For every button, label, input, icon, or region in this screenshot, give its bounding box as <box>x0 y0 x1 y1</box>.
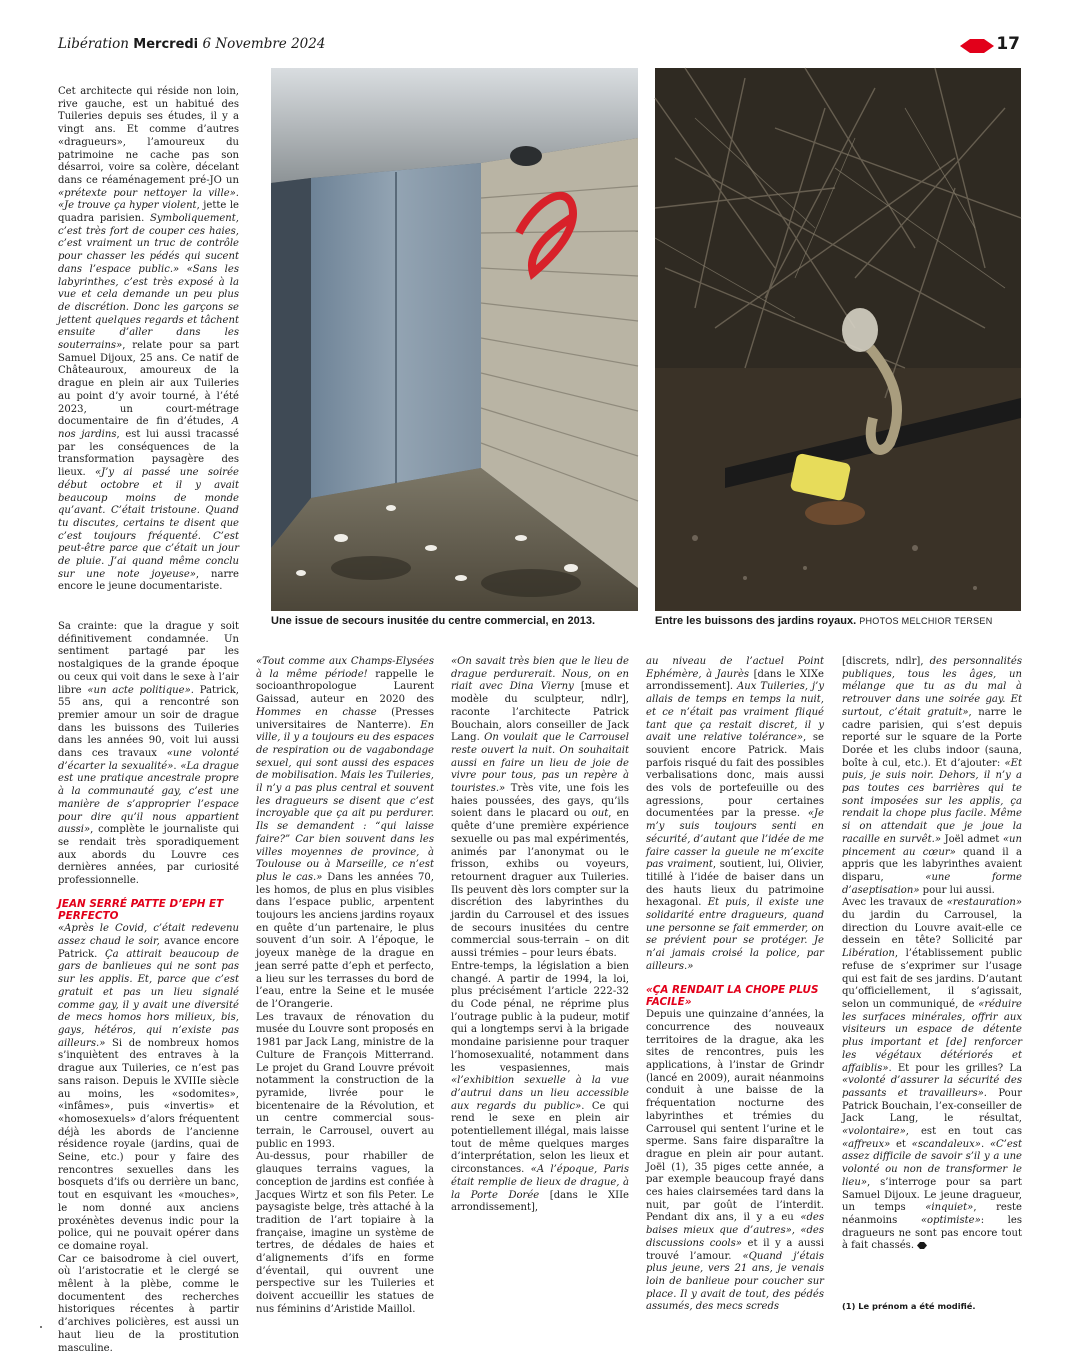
paragraph: Cet architecte qui réside non loin, rive gauche, est un habitué des Tuileries depuis ses études, il y a vingt ans. Et comme d’autres «dragueurs», l’amoureux du patrimoine ne cache pas son désarroi, voire sa colère, décelant dans ce réaménagement pré-JO un «prétexte pour nettoyer la ville». «Je trouve ça hyper violent, jette le quadra parisien. Symboliquement, c’est très fort de couper ces haies, c’est vraiment un truc de contrôle pour chasser les pédés qui sucent dans l’espace public.» «Sans les labyrinthes, c’est très exposé à la vue et cela demande un peu plus de discrétion. Donc les garçons se jettent quelques regards et tâchent ensuite d’aller dans les souterrains», relate pour sa part Samuel Dijoux, 25 ans. Ce natif de Châteauroux, amoureux de la drague en plein air aux Tuileries au point d’y avoir tourné, à l’été 2023, un court-métrage documentaire de fin d’études, A nos jardins, est lui aussi tracassé par les conséquences de la transformation paysagère des lieux. «J’y ai passé une soirée début octobre et il y avait beaucoup moins de monde qu’avant. C’était tristoune. Quand tu discutes, certains te disent que c’est toujours fréquenté. C’est peut-être parce que c’était un jour de pluie. J’ai quand même conclu sur une note joyeuse», narre encore le jeune documentariste. <box>58 86 239 593</box>
paragraph: Sa crainte: que la drague y soit définitivement condamnée. Un sentiment partagé par les nostalgiques de la grande époque ou ceux qui voit dans le sexe à l’air libre «un acte politique». Patrick, 55 ans, qui a rencontré son premier amour un soir de drague dans les buissons des Tuileries dans les années 90, voit lui aussi dans ces travaux «une volonté d’écarter la sexualité». «La drague est une pratique ancestrale propre à la communauté gay, c’est une manière de s’approprier l’espace pour dire qu’il nous appartient aussi», complète le journaliste qui se rendait très sporadiquement aux abords du Louvre ces dernières années, par curiosité professionnelle. <box>58 621 239 887</box>
photo-emergency-exit <box>271 68 638 611</box>
subhead-1: JEAN SERRÉ PATTE D’EPH ET PERFECTO <box>58 897 224 923</box>
photo-caption-text: Entre les buissons des jardins royaux. <box>655 615 857 627</box>
paragraph: Les travaux de rénovation du musée du Louvre sont proposés en 1981 par Jack Lang, ministre de la Culture de François Mitterrand. Le projet du Grand Louvre prévoit notamment la construction de la pyramide, livrée pour le bicentenaire de la Révolution, et un centre commercial sous-terrain, le Carrousel, ouvert au public en 1993. <box>256 1011 434 1150</box>
paragraph: au niveau de l’actuel Point Ephémère, à Jaurès [dans le XIXe arrondissement]. Aux Tuileries, j’y allais de temps en temps la nuit, et ce n’était pas vraiment fliqué tant que ça restait discret, il y avait une relative tolérance», se souvient encore Patrick. Mais parfois risqué du fait des possibles verbalisations donc, mais aussi des vols de portefeuille ou des agressions, pour certaines documentées par la presse. «Je m’y suis toujours senti en sécurité, d’autant que l’idée de me faire casser la gueule ne m’excite pas vraiment, soutient, lui, Olivier, titillé à l’idée de baiser dans un des hauts lieux du patrimoine hexagonal. Et puis, il existe une solidarité entre dragueurs, quand une personne se fait emmerder, on se prévient pour se protéger. Je n’ai jamais croisé la police, par ailleurs.» <box>646 656 824 972</box>
paragraph: Car ce baisodrome à ciel ouvert, où l’aristocratie et le clergé se mêlent à la plèbe, comme le documentent des recherches historiques récentes à partir d’archives policières, est aussi un haut lieu de la prostitution masculine. <box>58 1253 239 1354</box>
article-column-1-top <box>58 86 239 616</box>
photo-caption-left: Une issue de secours inusitée du centre commercial, en 2013. <box>271 615 596 627</box>
article-column-1-bottom <box>58 621 239 1354</box>
publication-date: 6 Novembre 2024 <box>202 36 326 52</box>
photo-caption-right <box>655 614 993 628</box>
publication-day: Mercredi <box>133 37 199 52</box>
paragraph: Avec les travaux de «restauration» du jardin du Carrousel, la direction du Louvre avait-elle ce dessein en tête? Sollicité par Libération, l’établissement public refuse de s’exprimer sur l’usage qui est fait de ses jardins. D’autant qu’officiellement, il s’agissait, selon un communiqué, de «réduire les surfaces minérales, offrir aux visiteurs un espace de détente plus important et [de] renforcer les végétaux détériorés et affaiblis». Et pour les grilles? La «volonté d’assurer la sécurité des passants et travailleurs». Pour Patrick Bouchain, l’ex-conseiller de Jack Lang, le résultat, «volontaire», est en tout cas «affreux» et «scandaleux». «C’est assez difficile de savoir s’il y a une volonté ou non de transformer le lieu», s’interroge pour sa part Samuel Dijoux. Le jeune dragueur, un temps «inquiet», reste néanmoins «optimiste»: les dragueurs ne sont pas encore tout à fait chassés. <box>842 897 1022 1252</box>
paragraph: Entre-temps, la législation a bien changé. A partir de 1994, la loi, plus précisément l’article 222-32 du Code pénal, ne réprime plus l’outrage public à la pudeur, motif qui a longtemps servi à la brigade mondaine parisienne pour traquer l’homosexualité, notamment dans les vespasiennes, mais «l’exhibition sexuelle à la vue d’autrui dans un lieu accessible aux regards du public». Ce qui rend le sexe en plein air potentiellement illégal, mais laisse tout de même quelques marges d’interprétation, selon les lieux et circonstances. «A l’époque, Paris était remplie de lieux de drague, à la Porte Dorée [dans le XIIe arrondissement], <box>451 960 630 1214</box>
publication-name: Libération <box>58 36 129 52</box>
page-header <box>58 34 1020 58</box>
paragraph: Depuis une quinzaine d’années, la concurrence des nouveaux territoires de la drague, aka les sites de rencontres, puis les applications, à l’instar de Grindr (lancé en 2009), aurait néanmoins conduit à une baisse de la fréquentation nocturne des labyrinthes et trémies du Carrousel qui sentent l’urine et le sperme. Sans faire disparaître la drague en plein air pour autant. Joël (1), 35 piges cette année, a par exemple beaucoup frayé dans ces haies clairsemées tard dans la nuit, par goût de l’interdit. Pendant dix ans, il y a eu «des baises mieux que d’autres», «des discussions cools» et il y a aussi trouvé l’amour. «Quand j’étais plus jeune, vers 21 ans, je venais loin de banlieue pour coucher sur place. Il y avait de tout, des pédés assumés, des mecs screds <box>646 1009 824 1313</box>
article-column-5 <box>842 656 1022 1286</box>
paragraph: «Après le Covid, c’était redevenu assez chaud le soir, avance encore Patrick. Ça attirait beaucoup de gars de banlieues qui ne sont pas sur les applis. Et, parce que c’est gratuit et pas un lieu signalé comme gay, il y avait une diversité de mecs homos hors milieux, bis, gays, hétéros, qui n’existe pas ailleurs.» Si de nombreux homos s’inquiètent des entraves à la drague aux Tuileries, ce n’est pas sans raison. Depuis le XVIIIe siècle au moins, les «sodomites», «infâmes», puis «invertis» et «homosexuels» d’alors fréquentent déjà les abords de l’ancienne résidence royale (jardins, quai de Seine, etc.) pour y faire des rencontres sexuelles dans les bosquets d’ifs ou derrière un banc, tout en esquivant les «mouches», le nom donné aux anciens proxénètes devenus indic pour la police, qui ne pouvait opérer dans ce domaine royal. <box>58 923 239 1252</box>
publication-line <box>58 36 325 52</box>
photo-bushes <box>655 68 1021 611</box>
footnote: (1) Le prénom a été modifié. <box>842 1301 976 1311</box>
end-of-article-icon <box>917 1242 927 1249</box>
page-number: 17 <box>996 34 1020 54</box>
article-column-4 <box>646 656 824 1313</box>
paragraph: «Tout comme aux Champs-Elysées à la même période! rappelle le socioanthropologue Laurent Gaissad, auteur en 2020 des Hommes en chasse (Presses universitaires de Nanterre). En ville, il y a toujours eu des espaces de respiration ou de vagabondage sexuel, qui sont aussi des espaces de mobilisation. Mais les Tuileries, il n’y a pas plus central et souvent les dragueurs se disent que c’est incroyable que ça ait pu perdurer. Ils se demandent : “qui laisse faire?” Car bien souvent dans les villes moyennes de province, à Toulouse ou à Marseille, ce n’est plus le cas.» Dans les années 70, les homos, de plus en plus visibles dans l’espace public, arpentent toujours les anciens jardins royaux en quête d’un partenaire, le plus souvent d’un soir. A l’époque, le joyeux manège de la drague en jean serré patte d’eph et perfecto, a lieu sur les terrasses du bord de l’eau, entre la Seine et le musée de l’Orangerie. <box>256 656 435 1010</box>
subhead-2: «ÇA RENDAIT LA CHOPE PLUS FACILE» <box>646 983 819 1008</box>
article-column-2 <box>256 656 434 1313</box>
photo-credit: PHOTOS MELCHIOR TERSEN <box>859 616 993 626</box>
paragraph: Au-dessus, pour rhabiller de glauques terrains vagues, la conception de jardins est confiée à Jacques Wirtz et son fils Peter. Le paysagiste belge, très attaché à la tradition de l’art topiaire à la française, imagine un système de tertres, de dédales de haies et d’alignements d’ifs en forme d’éventail, qui ouvrent une perspective sur les Tuileries et doivent accueillir les statues de nus féminins d’Aristide Maillol. <box>256 1151 434 1315</box>
paragraph: «On savait très bien que le lieu de drague perdurerait. Nous, on en riait avec Dina Vierny [muse et modèle du sculpteur, ndlr], raconte l’architecte Patrick Bouchain, alors conseiller de Jack Lang. On voulait que le Carrousel reste ouvert la nuit. On souhaitait aussi en faire un lieu de joie de vivre pour tous, pas un repère à touristes.» Très vite, une fois les haies poussées, des gays, qu’ils soient dans le placard ou out, en quête d’une première expérience sexuelle ou pas mal expérimentés, animés par l’anonymat ou le frisson, exhibs ou voyeurs, retournent draguer aux Tuileries. Ils peuvent dès lors compter sur la discrétion des labyrinthes du jardin du Carrousel et des issues de secours inusitées du centre commercial sous-terrain – on dit aussi trémies – pour leurs ébats. <box>451 656 629 960</box>
article-column-3 <box>451 656 629 1313</box>
liberation-arrow-icon <box>960 39 994 53</box>
paragraph: [discrets, ndlr], des personnalités publiques, tous les âges, un mélange que tu as du mal à retrouver dans une soirée gay. Et surtout, c’était gratuit», narre le cadre parisien, qui s’est depuis reporté sur le square de la Porte Dorée et les clubs indoor (sauna, boîte à cul, etc.). Et d’ajouter: «Et puis, je suis noir. Dehors, il n’y a pas toutes ces barrières qui te sont imposées sur les applis, ça rendait la chope plus facile. Même si on attendait que je joue la racaille en survêt.» Joël admet «un pincement au cœur» quand il a appris que les labyrinthes avaient disparu, «une forme d’aseptisation» pour lui aussi. <box>842 656 1022 896</box>
margin-mark <box>40 1326 42 1328</box>
